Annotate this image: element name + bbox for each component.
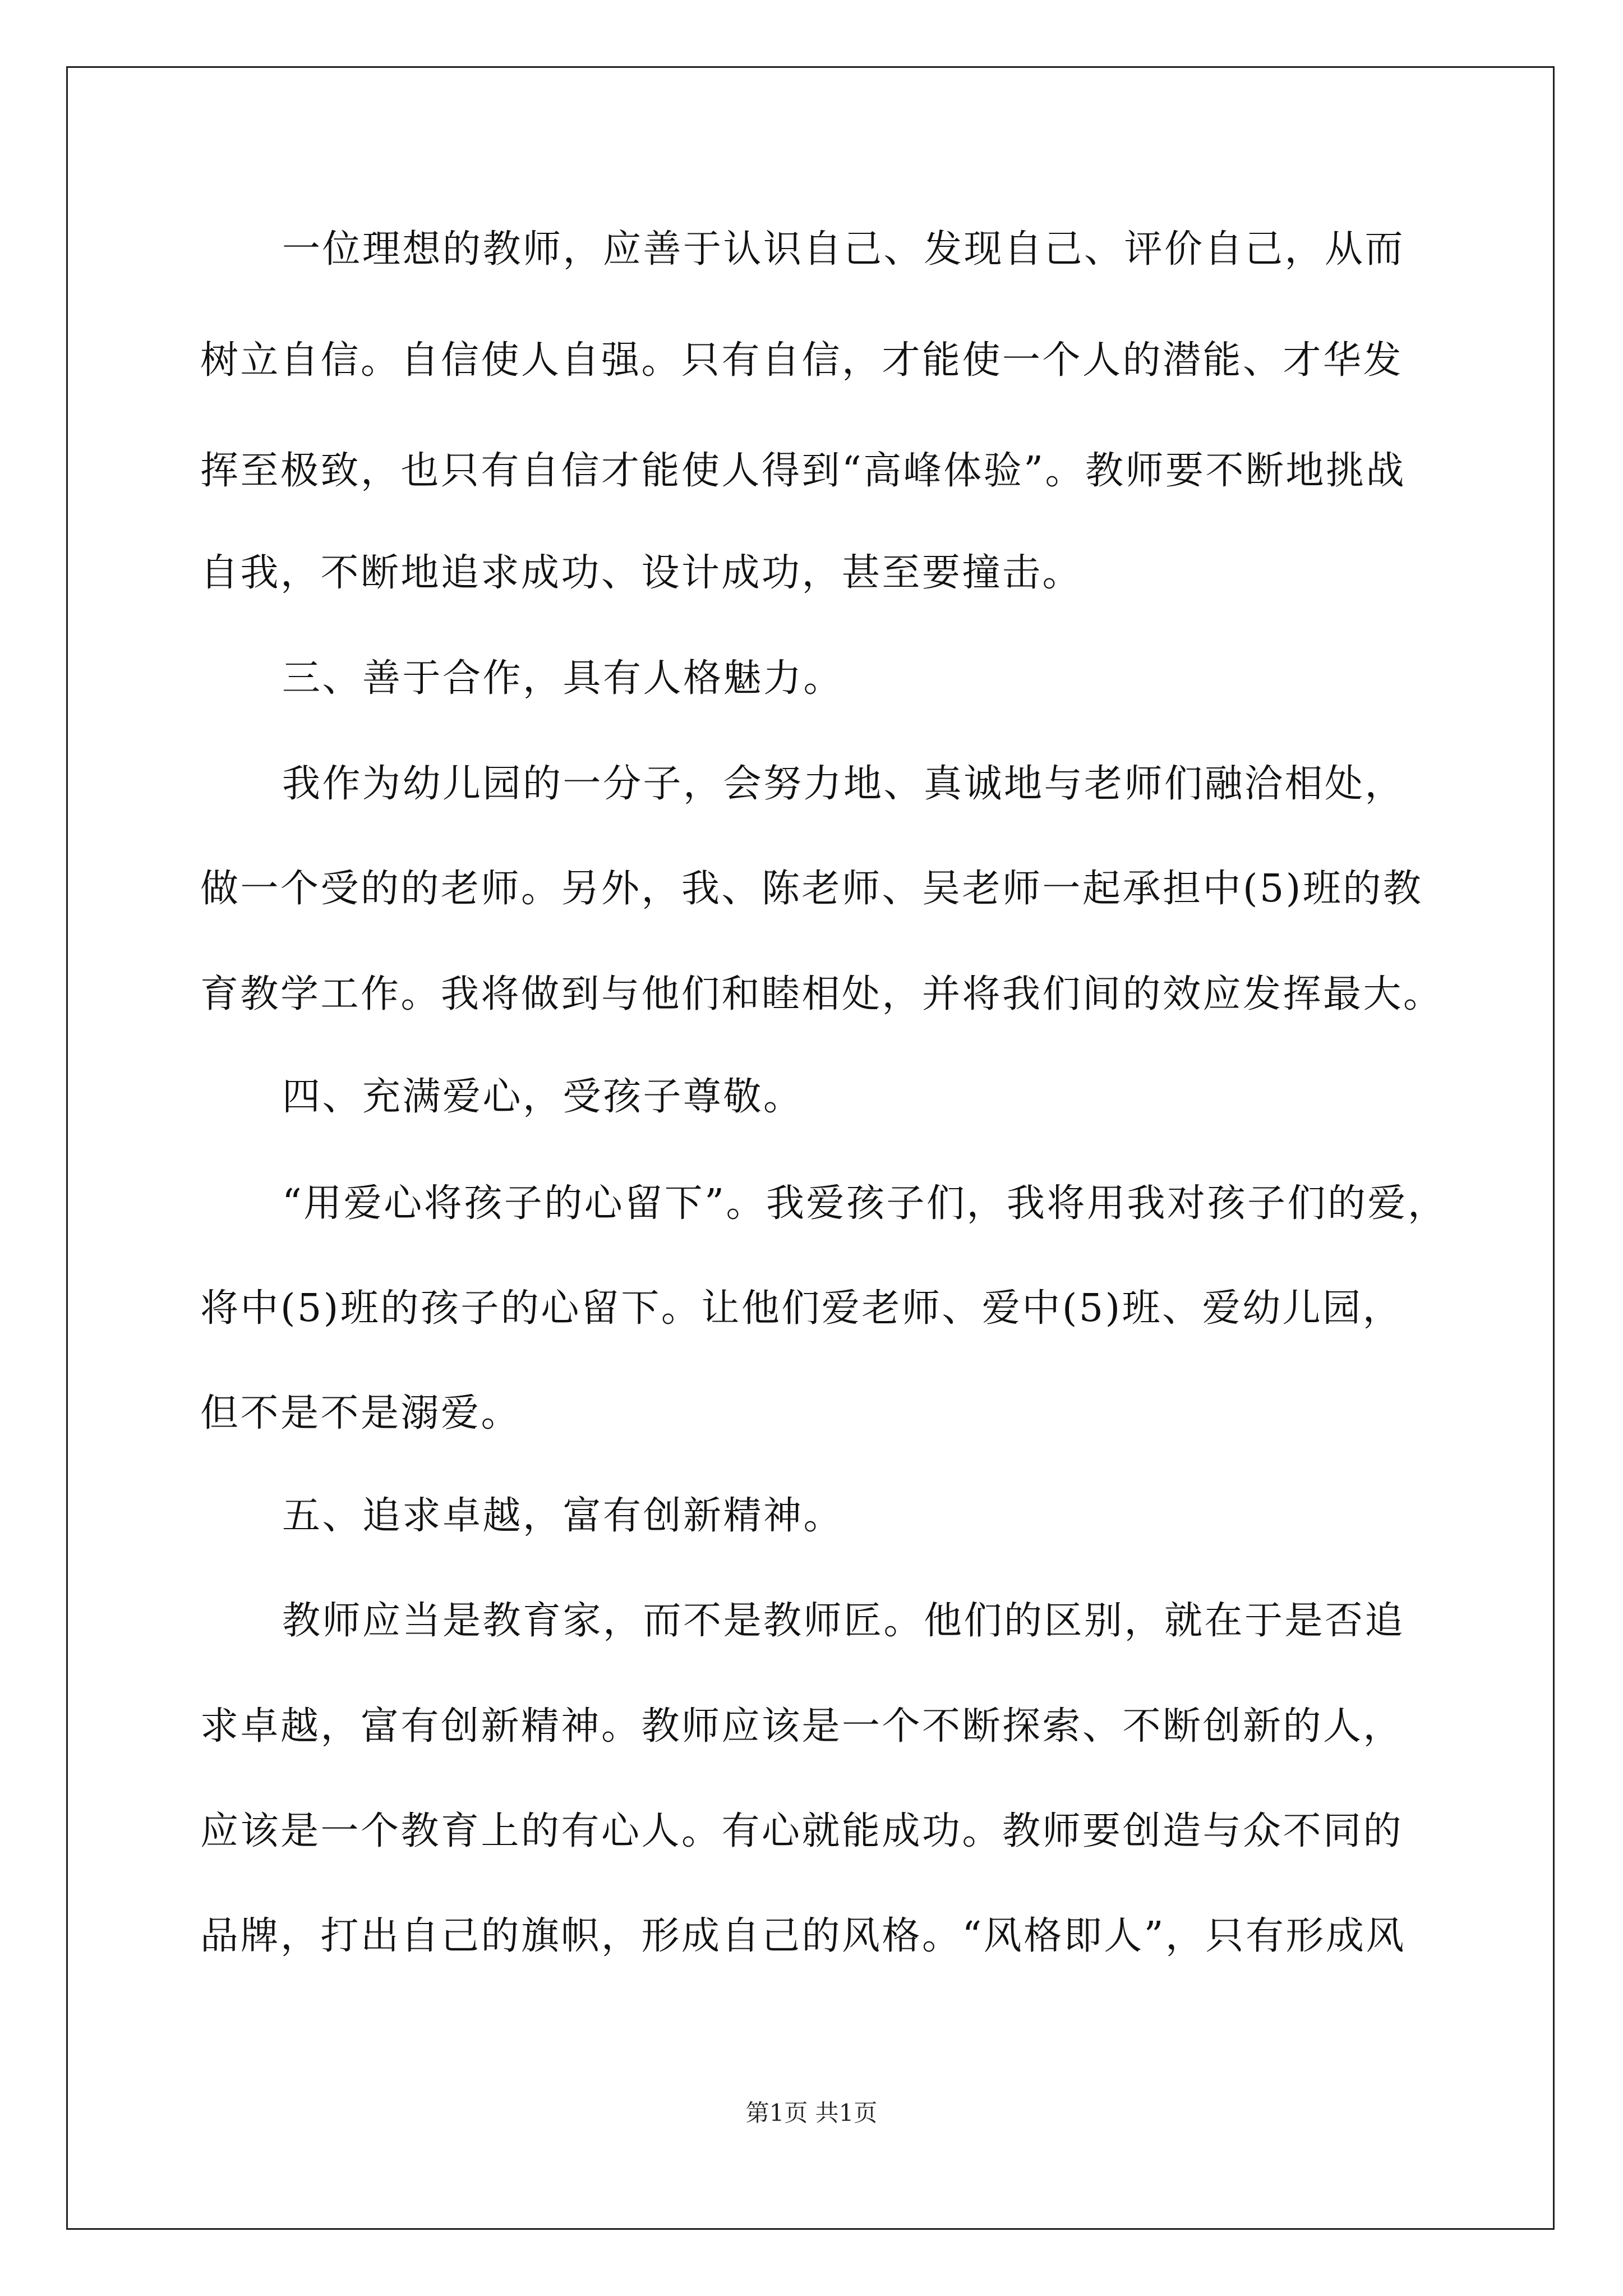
text-line: 将中(5)班的孩子的心留下。让他们爱老师、爱中(5)班、爱幼儿园， (200, 1286, 1403, 1331)
text-line: 我作为幼儿园的一分子，会努力地、真诚地与老师们融洽相处， (282, 762, 1405, 806)
section-heading: 三、善于合作，具有人格魅力。 (282, 656, 844, 701)
section-heading: 四、充满爱心，受孩子尊敬。 (282, 1075, 804, 1119)
text-line: 挥至极致，也只有自信才能使人得到“高峰体验”。教师要不断地挑战 (200, 449, 1407, 493)
text-line: 应该是一个教育上的有心人。有心就能成功。教师要创造与众不同的 (200, 1809, 1404, 1853)
section-heading: 五、追求卓越，富有创新精神。 (282, 1494, 844, 1538)
text-line: 育教学工作。我将做到与他们和睦相处，并将我们间的效应发挥最大。 (200, 972, 1444, 1016)
text-line: 求卓越，富有创新精神。教师应该是一个不断探索、不断创新的人， (200, 1704, 1404, 1749)
text-line: 一位理想的教师，应善于认识自己、发现自己、评价自己，从而 (282, 227, 1405, 272)
text-line: 但不是不是溺爱。 (200, 1391, 522, 1435)
text-line: “用爱心将孩子的心留下”。我爱孩子们，我将用我对孩子们的爱， (282, 1181, 1448, 1226)
page-number-footer: 第1页 共1页 (745, 2099, 878, 2127)
text-line: 品牌，打出自己的旗帜，形成自己的风格。“风格即人”，只有形成风 (200, 1914, 1407, 1958)
text-line: 做一个受的的老师。另外，我、陈老师、吴老师一起承担中(5)班的教 (200, 867, 1423, 911)
page-border (66, 66, 1555, 2230)
text-line: 自我，不断地追求成功、设计成功，甚至要撞击。 (200, 551, 1083, 595)
text-line: 树立自信。自信使人自强。只有自信，才能使一个人的潜能、才华发 (200, 338, 1404, 383)
text-line: 教师应当是教育家，而不是教师匠。他们的区别，就在于是否追 (282, 1599, 1405, 1643)
